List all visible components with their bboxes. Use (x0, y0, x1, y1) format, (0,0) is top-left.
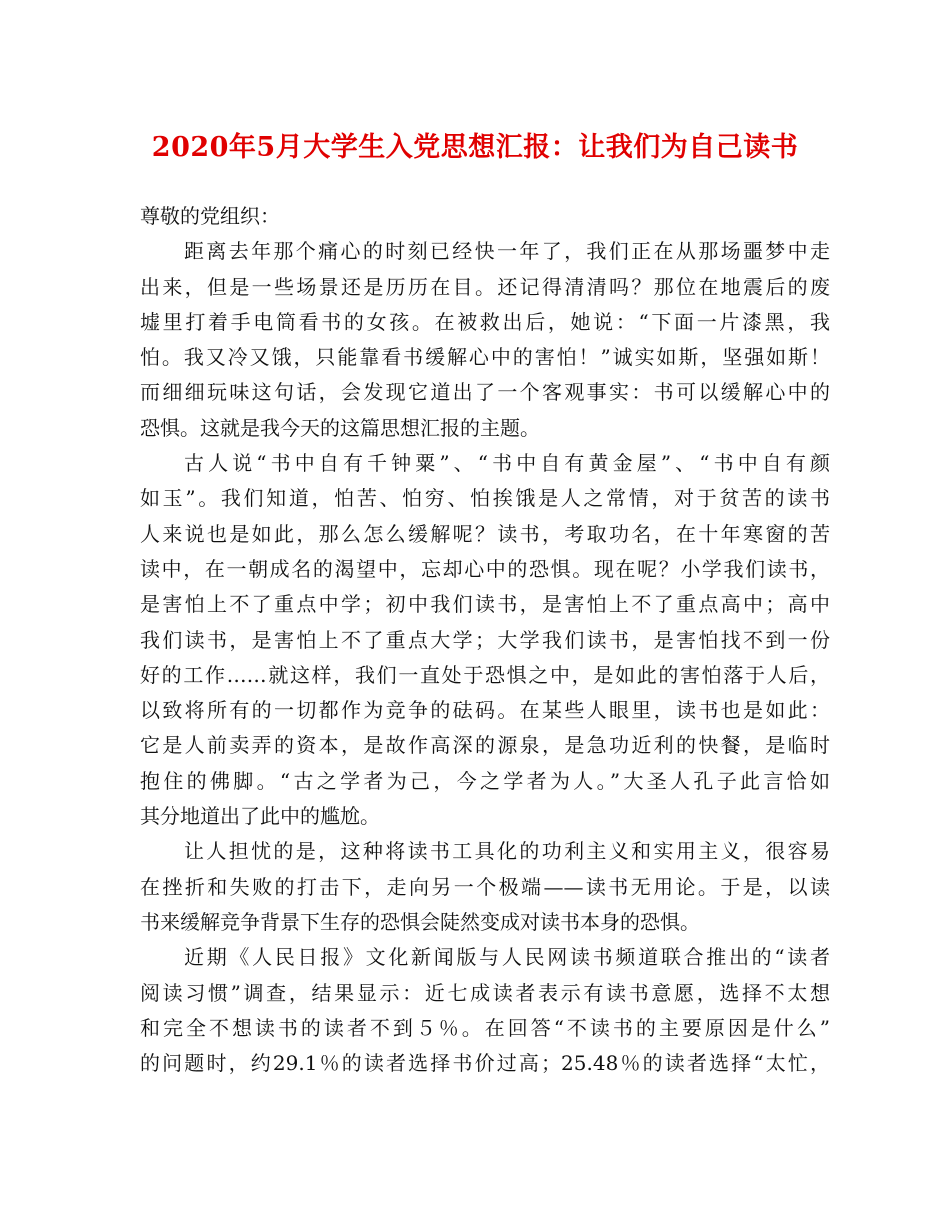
paragraph-line: 近期《人民日报》文化新闻版与人民网读书频道联合推出的“读者 (184, 945, 830, 970)
document-title: 2020年5月大学生入党思想汇报：让我们为自己读书 (151, 132, 799, 163)
paragraph-line: 如玉”。我们知道，怕苦、怕穷、怕挨饿是人之常情，对于贫苦的读书 (140, 486, 830, 511)
paragraph-line: 距离去年那个痛心的时刻已经快一年了，我们正在从那场噩梦中走 (184, 239, 830, 264)
paragraph-line: 和完全不想读书的读者不到５％。在回答“不读书的主要原因是什么” (140, 1015, 830, 1040)
paragraph-line: 在挫折和失败的打击下，走向另一个极端——读书无用论。于是，以读 (140, 874, 830, 899)
paragraph-line: 其分地道出了此中的尴尬。 (140, 804, 380, 829)
paragraph-line: 人来说也是如此，那么怎么缓解呢？读书，考取功名，在十年寒窗的苦 (140, 521, 830, 546)
paragraph-line: 让人担忧的是，这种将读书工具化的功利主义和实用主义，很容易 (184, 839, 830, 864)
paragraph-line: 古人说“书中自有千钟粟”、“书中自有黄金屋”、“书中自有颜 (184, 451, 830, 476)
paragraph-line: 读中，在一朝成名的渴望中，忘却心中的恐惧。现在呢？小学我们读书， (140, 556, 830, 581)
salutation: 尊敬的党组织： (140, 204, 280, 228)
document-body (140, 199, 830, 1081)
paragraph-line: 书来缓解竞争背景下生存的恐惧会陡然变成对读书本身的恐惧。 (140, 909, 700, 934)
paragraph-line: 是害怕上不了重点中学；初中我们读书，是害怕上不了重点高中；高中 (140, 592, 830, 617)
paragraph-line: 它是人前卖弄的资本，是故作高深的源泉，是急功近利的快餐，是临时 (140, 733, 830, 758)
paragraph-line: 我们读书，是害怕上不了重点大学；大学我们读书，是害怕找不到一份 (140, 627, 830, 652)
paragraph-line: 恐惧。这就是我今天的这篇思想汇报的主题。 (140, 415, 540, 440)
paragraph-line: 好的工作……就这样，我们一直处于恐惧之中，是如此的害怕落于人后， (140, 662, 830, 687)
paragraph-line: 怕。我又冷又饿，只能靠看书缓解心中的害怕！”诚实如斯，坚强如斯！ (140, 345, 830, 370)
paragraph-line: 抱住的佛脚。“古之学者为己，今之学者为人。”大圣人孔子此言恰如 (140, 768, 830, 793)
paragraph-line: 以致将所有的一切都作为竞争的砝码。在某些人眼里，读书也是如此： (140, 698, 830, 723)
paragraph-line: 出来，但是一些场景还是历历在目。还记得清清吗？那位在地震后的废 (140, 274, 830, 299)
paragraph-line: 阅读习惯”调查，结果显示：近七成读者表示有读书意愿，选择不太想 (140, 980, 830, 1005)
paragraph-line: 的问题时，约29.1％的读者选择书价过高；25.48％的读者选择“太忙， (140, 1051, 830, 1076)
paragraph-line: 而细细玩味这句话，会发现它道出了一个客观事实：书可以缓解心中的 (140, 380, 830, 405)
paragraph-line: 墟里打着手电筒看书的女孩。在被救出后，她说：“下面一片漆黑，我 (140, 309, 830, 334)
